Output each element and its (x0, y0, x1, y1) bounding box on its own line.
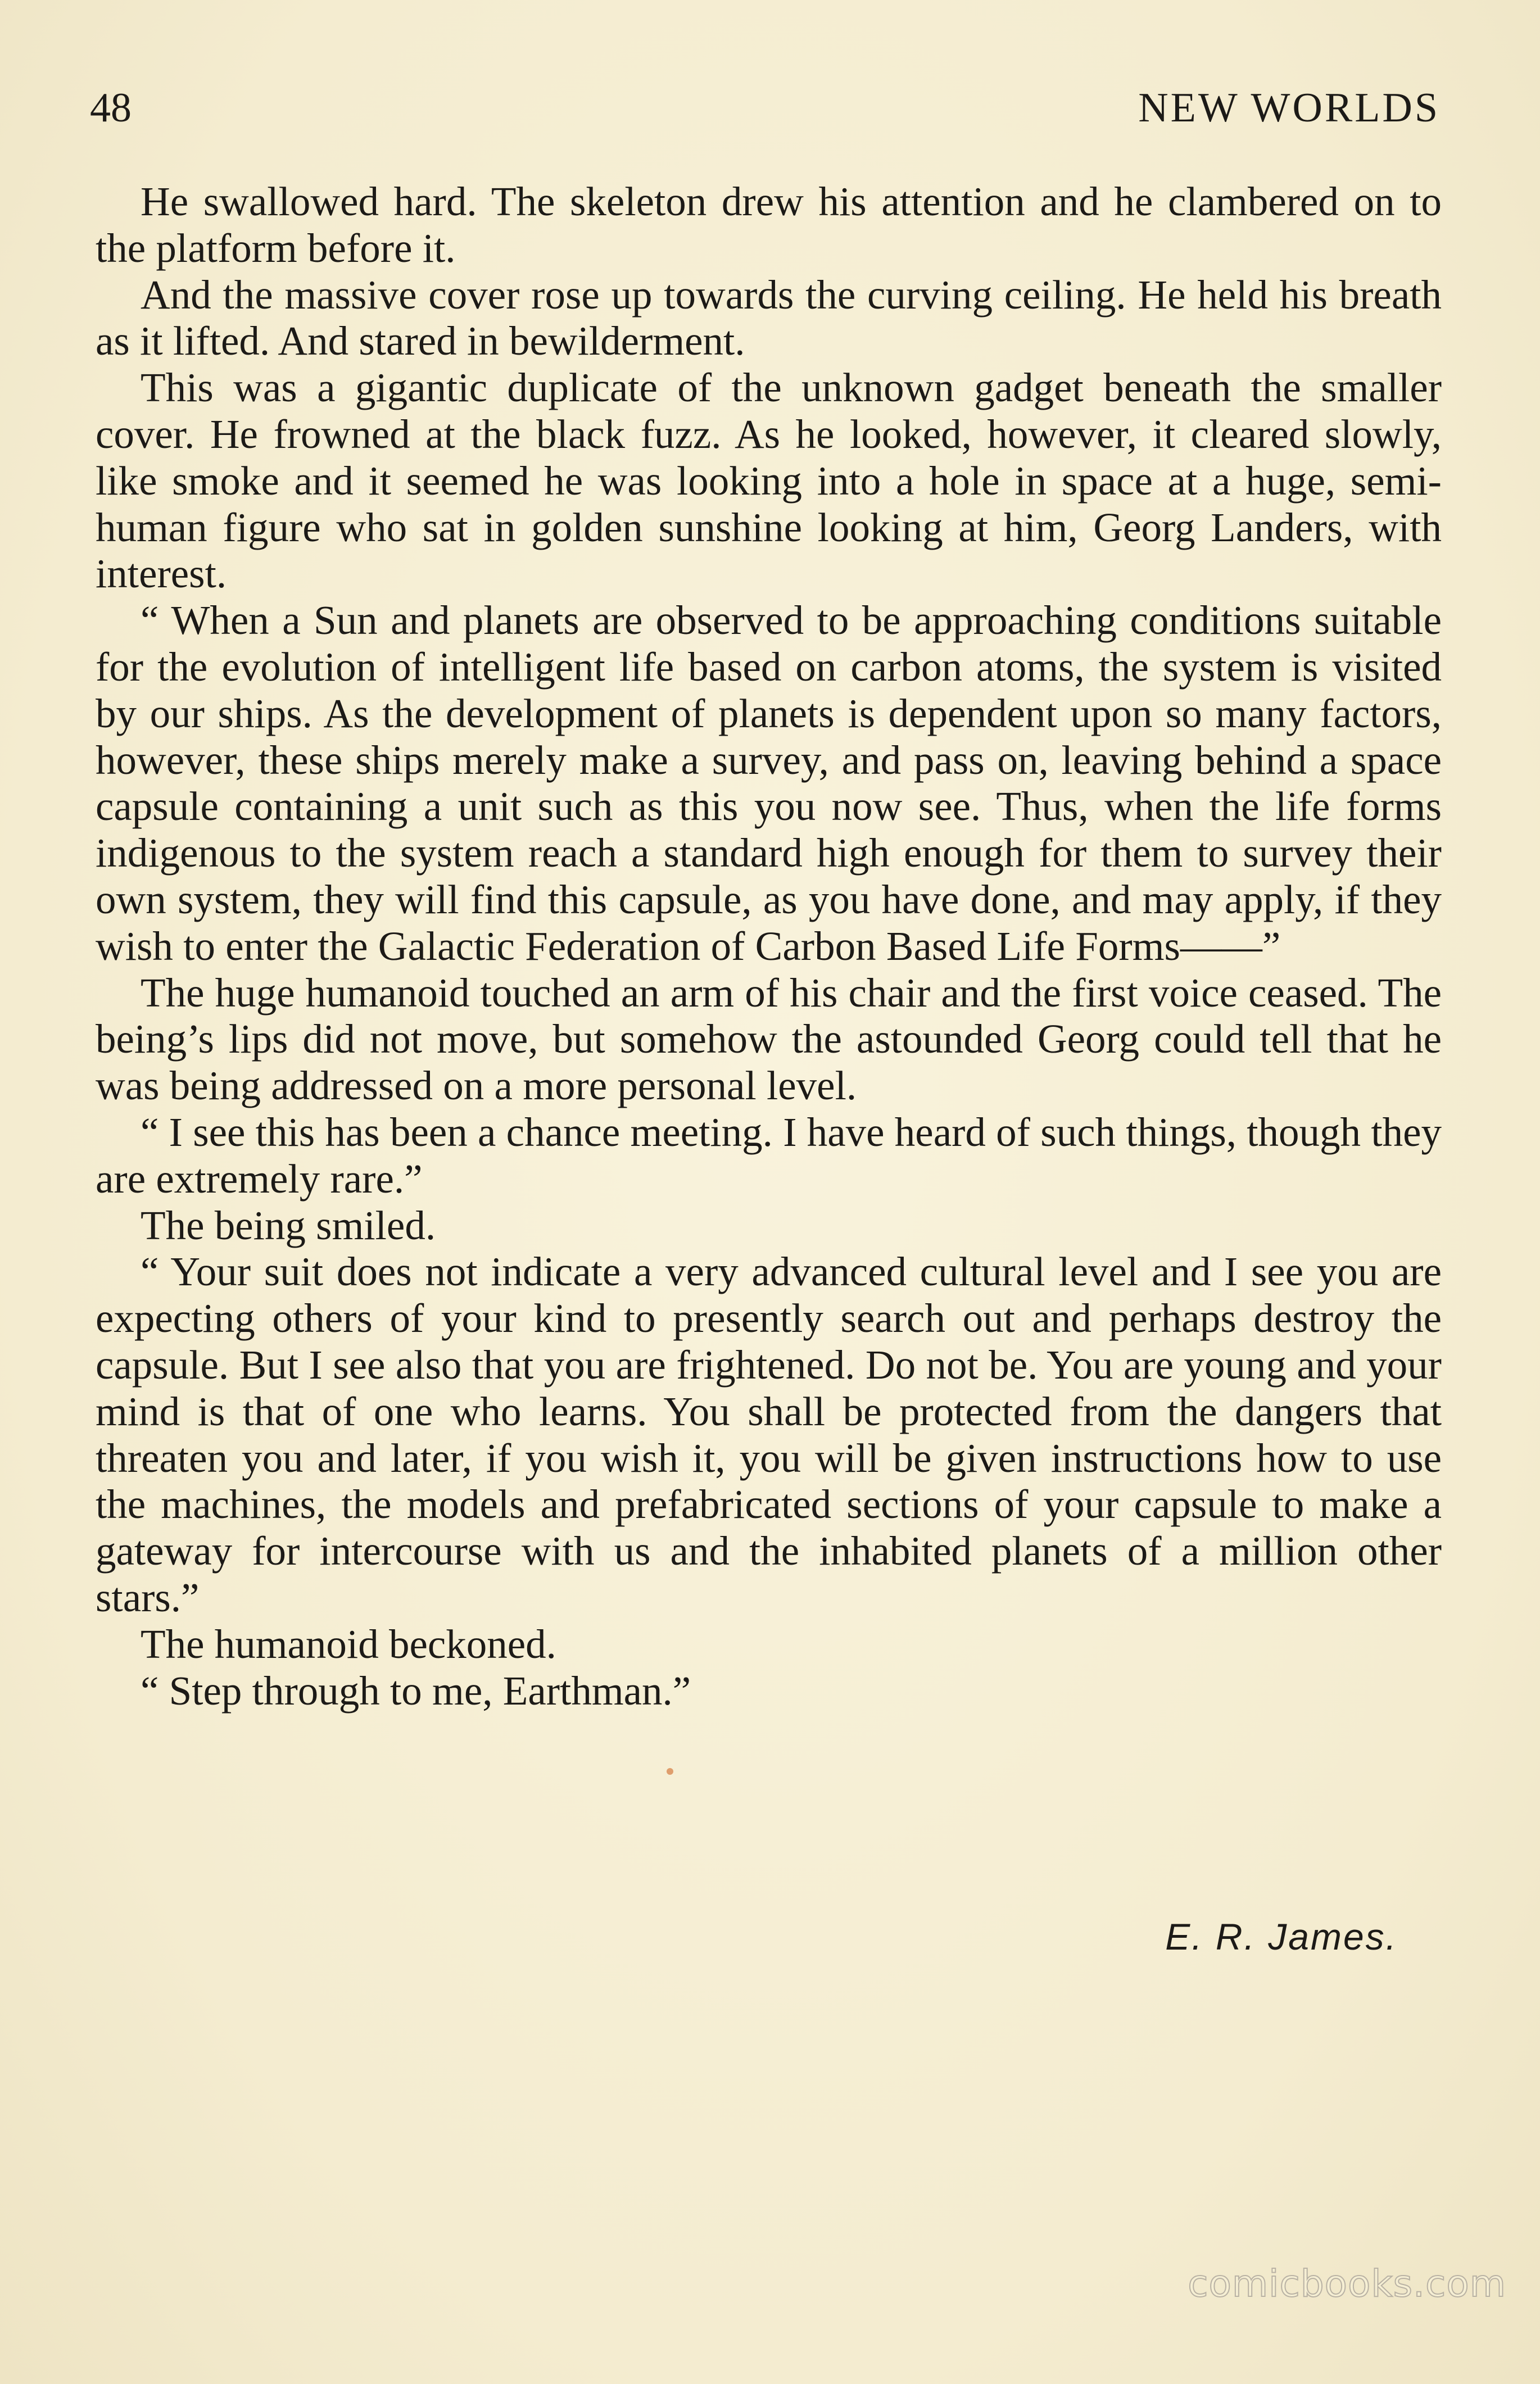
page-number: 48 (90, 85, 132, 131)
watermark: comicbooks.com (1188, 2262, 1506, 2305)
paragraph: The huge humanoid touched an arm of his chair and the first voice ceased. The being’s lips did not move, but somehow the astounded Georg could tell that he was being addressed on a more personal level. (96, 969, 1442, 1109)
journal-title: NEW WORLDS (1138, 85, 1440, 131)
paragraph: He swallowed hard. The skeleton drew his attention and he clambered on to the platform before it. (96, 179, 1442, 271)
paragraph: “ When a Sun and planets are observed to be approaching conditions suitable for the evolution of intelligent life based on carbon atoms, the system is visited by our ships. As the development of planets is dependent upon so many factors, however, these ships merely make a survey, and pass on, leaving behind a space capsule containing a unit such as this you now see. Thus, when the life forms indigenous to the system reach a standard high enough for them to survey their own system, they will find this capsule, as you have done, and may apply, if they wish to enter the Galactic Federation of Carbon Based Life Forms——” (96, 597, 1442, 969)
paragraph: The being smiled. (141, 1202, 436, 1248)
paragraph: “ Step through to me, Earthman.” (141, 1667, 691, 1714)
author-signature: E. R. James. (1165, 1916, 1398, 1957)
story-text (96, 179, 1442, 1714)
running-head (90, 84, 1440, 135)
ink-smudge (667, 1768, 673, 1775)
paragraph: The humanoid beckoned. (141, 1621, 556, 1667)
paragraph: And the massive cover rose up towards the curving ceiling. He held his breath as it lifted. And stared in bewilderment. (96, 271, 1442, 364)
paragraph: This was a gigantic duplicate of the unknown gadget beneath the smaller cover. He frowned at the black fuzz. As he looked, however, it cleared slowly, like smoke and it seemed he was looking into a hole in space at a huge, semi-human figure who sat in golden sunshine looking at him, Georg Landers, with interest. (96, 365, 1442, 597)
paragraph: “ I see this has been a chance meeting. I have heard of such things, though they are extremely rare.” (96, 1109, 1442, 1202)
paragraph: “ Your suit does not indicate a very advanced cultural level and I see you are expecting others of your kind to presently search out and perhaps destroy the capsule. But I see also that you are frightened. Do not be. You are young and your mind is that of one who learns. You shall be protected from the dangers that threaten you and later, if you wish it, you will be given instructions how to use the machines, the models and prefabricated sections of your capsule to make a gateway for intercourse with us and the inhabited planets of a million other stars.” (96, 1249, 1442, 1620)
